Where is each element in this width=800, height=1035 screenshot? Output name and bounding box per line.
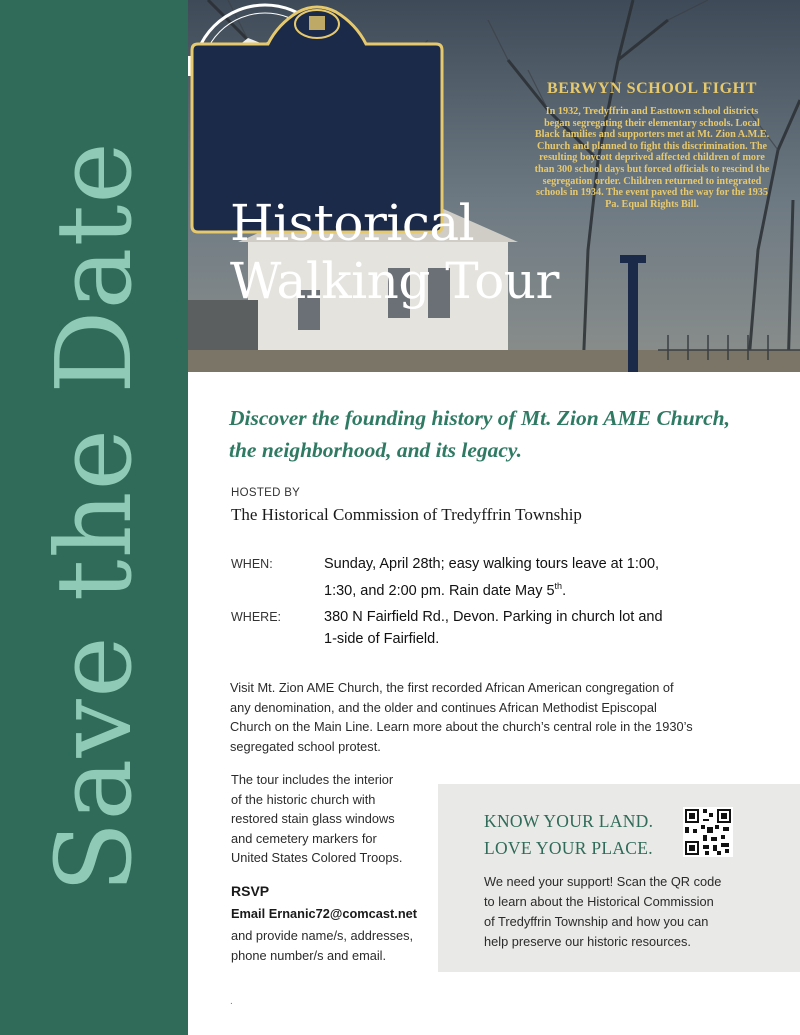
support-line1: We need your support! Scan the QR code — [484, 874, 722, 889]
support-heading-1: KNOW YOUR LAND. — [484, 811, 654, 831]
when-line1: Sunday, April 28th; easy walking tours leave at 1:00, — [324, 556, 660, 572]
when-line2-end: . — [562, 582, 567, 599]
tour-paragraph — [231, 770, 431, 868]
marker-body: In 1932, Tredyffrin and Easttown school districts began segregating their elementary schools. Local Black families and supporters met at Mt. Zion A.M.E. Church and planned to fight this discrimination. The resulting boycott deprived affected children of more than 300 school days but forced officials to rescind the segregation order. Children returned to integrated schools in 1934. The event paved the way for the 1935 Pa. Equal Rights Bill. — [534, 106, 770, 210]
tagline-line2: the neighborhood, and its legacy. — [229, 438, 523, 462]
support-line2: to learn about the Historical Commission — [484, 894, 714, 909]
event-title-line2: Walking Tour — [230, 252, 559, 310]
where-line2: 1-side of Fairfield. — [324, 631, 440, 647]
save-the-date-text: Save the Date — [33, 141, 155, 893]
save-the-date-band — [0, 0, 188, 1035]
description-line2: any denomination, and the older and continues African Methodist Episcopal — [230, 699, 657, 715]
rsvp-email-link[interactable]: Email Ernanic72@comcast.net — [231, 906, 418, 921]
tour-line5: United States Colored Troops. — [231, 850, 403, 865]
where-label: WHERE: — [231, 610, 281, 624]
marker-title: BERWYN SCHOOL FIGHT — [547, 80, 757, 97]
rsvp-heading: RSVP — [231, 883, 270, 899]
rsvp-line2: phone number/s and email. — [231, 947, 387, 963]
description-line3: Church on the Main Line. Learn more about the church’s central role in the 1930’s — [230, 719, 693, 734]
support-heading-2: LOVE YOUR PLACE. — [484, 838, 653, 858]
support-line4: help preserve our historic resources. — [484, 934, 691, 949]
when-label: WHEN: — [231, 557, 273, 571]
hero-photo — [188, 0, 800, 372]
event-title — [230, 194, 559, 310]
hosted-by-label: HOSTED BY — [231, 487, 301, 499]
tour-line3: restored stain glass windows — [231, 811, 395, 826]
support-line3: of Tredyffrin Township and how you can — [484, 914, 709, 929]
rsvp-line1: and provide name/s, addresses, — [231, 928, 414, 943]
support-text — [484, 872, 754, 952]
description-line4: segregated school protest. — [230, 738, 381, 754]
tour-line2: of the historic church with — [231, 791, 376, 807]
qr-code-graphic — [683, 807, 733, 857]
tagline-line1: Discover the founding history of Mt. Zion AME Church, — [229, 406, 730, 430]
where-value — [324, 606, 744, 650]
qr-code-icon[interactable] — [683, 807, 733, 857]
when-superscript: th — [554, 581, 563, 591]
where-line1: 380 N Fairfield Rd., Devon. Parking in church lot and — [324, 609, 663, 625]
description-line1: Visit Mt. Zion AME Church, the first recorded African American congregation of — [230, 680, 674, 695]
footer-mark: . — [230, 996, 233, 1007]
tagline — [229, 402, 769, 466]
description-paragraph — [230, 678, 750, 756]
when-line2 — [324, 575, 744, 602]
rsvp-instructions — [231, 926, 431, 965]
tour-line1: The tour includes the interior — [231, 772, 394, 787]
when-value — [324, 553, 744, 602]
event-title-line1: Historical — [230, 194, 475, 252]
host-name: The Historical Commission of Tredyffrin Township — [231, 505, 582, 524]
when-line2-text: 1:30, and 2:00 pm. Rain date May 5 — [324, 582, 555, 599]
tour-line4: and cemetery markers for — [231, 830, 377, 846]
